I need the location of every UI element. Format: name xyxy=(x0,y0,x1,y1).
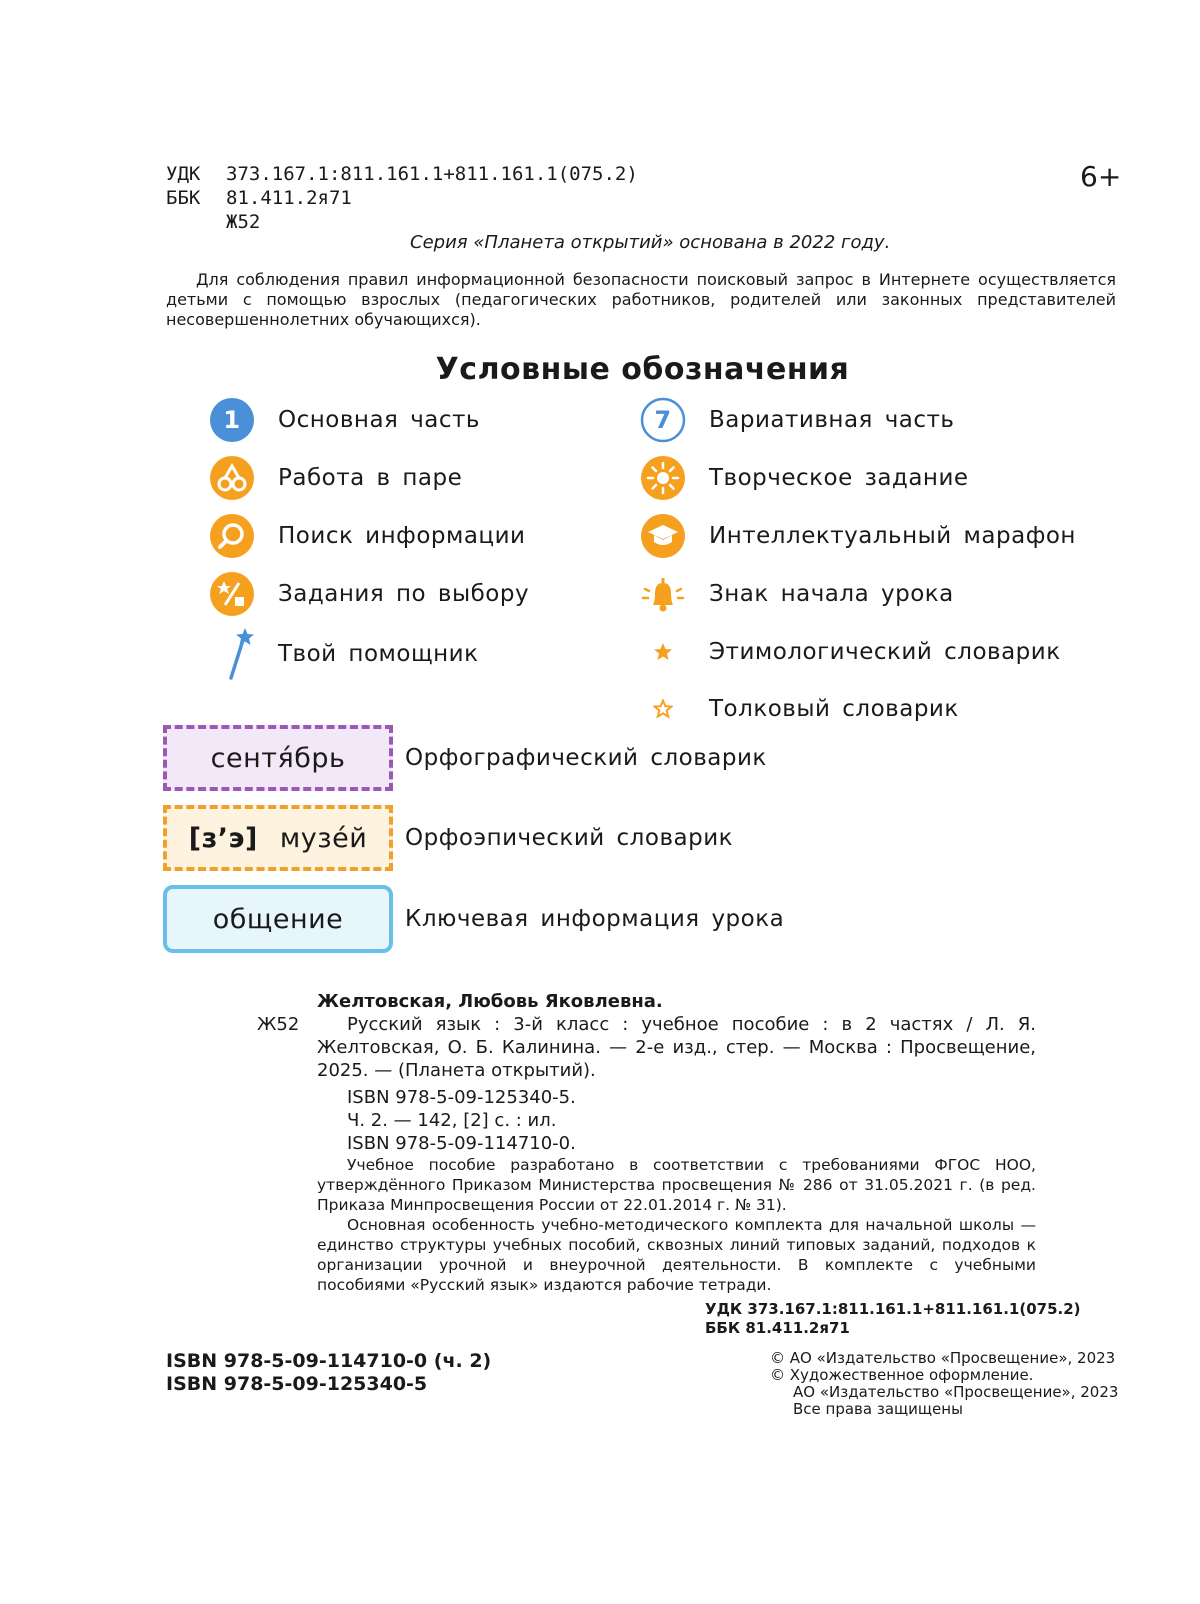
legend-item-helper xyxy=(208,626,479,682)
legend-item-etymology xyxy=(639,628,1061,676)
legend-box-orthography xyxy=(163,725,767,791)
legend-label: Ключевая информация урока xyxy=(405,906,785,932)
udk-right-bbk: ББК 81.411.2я71 xyxy=(705,1319,850,1337)
legend-item-main-part xyxy=(208,396,480,444)
author-code: Ж52 xyxy=(226,211,261,233)
udk-right-udk: УДК 373.167.1:811.161.1+811.161.1(075.2) xyxy=(705,1300,1081,1318)
legend-item-lesson-start xyxy=(639,570,954,618)
legend-item-pair-work xyxy=(208,454,462,502)
age-rating: 6+ xyxy=(1080,160,1122,193)
udk-value: 373.167.1:811.161.1+811.161.1(075.2) xyxy=(226,163,638,185)
copyright xyxy=(770,1350,1118,1418)
udk-label: УДК xyxy=(166,163,201,185)
legend-label: Толковый словарик xyxy=(709,696,959,722)
magic-wand-icon xyxy=(208,626,256,682)
biblio-para-2: Основная особенность учебно-методического комплекта для начальной школы — единство структуры учебных пособий, сквозных линий типовых заданий, подходов к организации урочной и внеурочной деятельности. В комплекте с учебными пособиями «Русский язык» издаются рабочие тетради. xyxy=(317,1216,1036,1294)
isbn-bottom xyxy=(166,1350,491,1396)
legend-label: Твой помощник xyxy=(278,641,479,667)
legend-item-creative xyxy=(639,454,969,502)
biblio-isbn-full: ISBN 978-5-09-125340-5. xyxy=(347,1087,576,1108)
box-word: музе́й xyxy=(279,822,368,854)
legend-label: Задания по выбору xyxy=(278,581,530,607)
udk-right xyxy=(705,1300,1081,1338)
box-transcription: [з’э] xyxy=(188,822,258,854)
sun-icon xyxy=(639,454,687,502)
legend-label: Поиск информации xyxy=(278,523,526,549)
number-7-text: 7 xyxy=(654,406,672,434)
copyright-line-2: © Художественное оформление. xyxy=(770,1366,1034,1384)
legend-label: Творческое задание xyxy=(709,465,969,491)
key-info-word-box xyxy=(163,885,393,953)
legend-label: Этимологический словарик xyxy=(709,639,1061,665)
legend-item-search xyxy=(208,512,525,560)
legend-label: Знак начала урока xyxy=(709,581,954,607)
biblio-entry: Русский язык : 3-й класс : учебное пособие : в 2 частях / Л. Я. Желтовская, О. Б. Калинина. — 2-е изд., стер. — Москва : Просвещение, 2025. — (Планета открытий). xyxy=(317,1014,1036,1081)
bibliographic-record xyxy=(250,990,1036,1295)
legend-label: Орфоэпический словарик xyxy=(405,825,734,851)
biblio-code: Ж52 xyxy=(257,1014,300,1035)
choice-tasks-icon xyxy=(208,570,256,618)
udk-block xyxy=(166,162,638,234)
legend-label: Орфографический словарик xyxy=(405,745,767,771)
isbn-line-1: ISBN 978-5-09-114710-0 (ч. 2) xyxy=(166,1350,492,1372)
number-1-text: 1 xyxy=(223,406,241,434)
series-note: Серия «Планета открытий» основана в 2022 году. xyxy=(410,232,891,253)
legend-label: Работа в паре xyxy=(278,465,463,491)
box-word: сентя́брь xyxy=(210,742,346,774)
biblio-part: Ч. 2. — 142, [2] с. : ил. xyxy=(347,1110,557,1131)
biblio-para-1: Учебное пособие разработано в соответствии с требованиями ФГОС НОО, утверждённого Приказом Министерства просвещения № 286 от 31.05.2021 г. (в ред. Приказа Минпросвещения России от 22.01.2014 г. № 31). xyxy=(317,1156,1036,1214)
number-7-icon xyxy=(639,396,687,444)
graduation-cap-icon xyxy=(639,512,687,560)
legend-box-key-info xyxy=(163,885,784,953)
legend-box-orthoepy xyxy=(163,805,733,871)
legend-item-marathon xyxy=(639,512,1076,560)
isbn-line-2: ISBN 978-5-09-125340-5 xyxy=(166,1373,428,1395)
legend-title: Условные обозначения xyxy=(435,352,850,387)
copyright-line-4: Все права защищены xyxy=(793,1400,963,1418)
biblio-isbn-part: ISBN 978-5-09-114710-0. xyxy=(347,1133,576,1154)
bbk-value: 81.411.2я71 xyxy=(226,187,352,209)
orthoepy-word-box xyxy=(163,805,393,871)
box-word: общение xyxy=(212,903,344,935)
legend-label: Вариативная часть xyxy=(709,407,955,433)
pair-work-icon xyxy=(208,454,256,502)
biblio-author: Желтовская, Любовь Яковлевна. xyxy=(317,991,663,1012)
bbk-label: ББК xyxy=(166,187,201,209)
star-filled-icon xyxy=(639,628,687,676)
orthography-word-box xyxy=(163,725,393,791)
legend-label: Интеллектуальный марафон xyxy=(709,523,1076,549)
bell-icon xyxy=(639,570,687,618)
copyright-line-1: © АО «Издательство «Просвещение», 2023 xyxy=(770,1349,1116,1367)
copyright-line-3: АО «Издательство «Просвещение», 2023 xyxy=(793,1383,1119,1401)
legend-label: Основная часть xyxy=(278,407,480,433)
magnifier-icon xyxy=(208,512,256,560)
safety-notice: Для соблюдения правил информационной безопасности поисковый запрос в Интернете осуществляется детьми с помощью взрослых (педагогических работников, родителей или законных представителей несовершеннолетних обучающихся). xyxy=(166,270,1116,329)
legend-item-choice-tasks xyxy=(208,570,529,618)
legend-item-variative-part xyxy=(639,396,954,444)
number-1-icon xyxy=(208,396,256,444)
